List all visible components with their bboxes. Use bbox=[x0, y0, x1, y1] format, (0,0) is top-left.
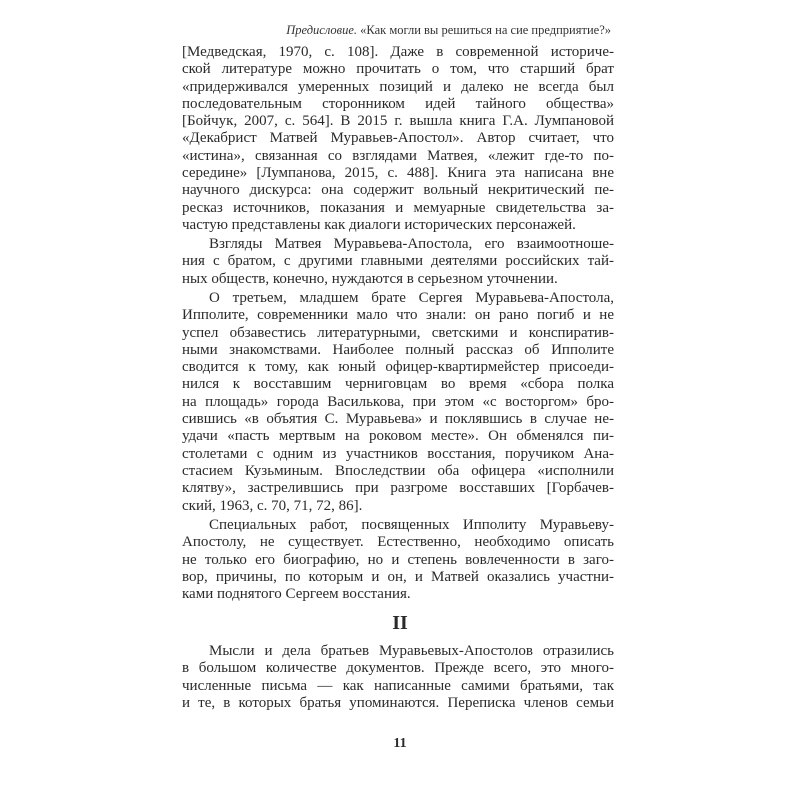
paragraph-2 bbox=[182, 236, 614, 288]
text-line: на площадь» города Василькова, при этом «с восторгом» бро- bbox=[182, 393, 614, 410]
text-line: нился к восставшим черниговцам во время «сбора полка bbox=[182, 376, 614, 393]
paragraph-5 bbox=[182, 643, 614, 712]
page-number: 11 bbox=[393, 736, 407, 751]
text-line: «истина», связанная со взглядами Матвея, «лежит где-то по- bbox=[182, 147, 614, 164]
text-line: частую представлены как диалоги исторических персонажей. bbox=[182, 216, 576, 233]
text-line: «придерживался умеренных позиций и далеко не всегда был bbox=[182, 78, 614, 95]
text-line: удачи «пасть мертвым на роковом месте». Он обменялся пи- bbox=[182, 428, 614, 445]
text-line: «Декабрист Матвей Муравьев-Апостол». Автор считает, что bbox=[182, 130, 614, 147]
running-header-section: Предисловие. bbox=[286, 23, 358, 37]
text-line: не только его биографию, но и степень вовлеченности в заго- bbox=[182, 551, 614, 568]
text-line: клятву», застрелившись при разгроме восставших [Горбачев- bbox=[182, 480, 614, 497]
text-line: численные письма — как написанные самими братьями, так bbox=[182, 677, 614, 694]
text-line: О третьем, младшем брате Сергея Муравьева-Апостола, bbox=[209, 290, 614, 306]
text-line: успел обзавестись литературными, светскими и конспиратив- bbox=[182, 324, 614, 341]
text-line: и те, в которых братья упоминаются. Переписка членов семьи bbox=[182, 694, 614, 711]
text-line: научного дискурса: она содержит вольный некритический пе- bbox=[182, 182, 614, 199]
running-header bbox=[286, 22, 611, 38]
text-line: Мысли и дела братьев Муравьевых-Апостолов отразились bbox=[209, 643, 614, 659]
text-line: ской литературе можно прочитать о том, что старший брат bbox=[182, 61, 614, 78]
text-line: ками поднятого Сергеем восстания. bbox=[182, 586, 411, 603]
section-heading: II bbox=[392, 612, 408, 634]
running-header-title: «Как могли вы решиться на сие предприятие?» bbox=[360, 23, 611, 37]
text-line: [Медведская, 1970, с. 108]. Даже в современной историче- bbox=[182, 44, 614, 60]
text-line: ными знакомствами. Наиболее полный рассказ об Ипполите bbox=[182, 341, 614, 358]
text-line: стасием Кузьминым. Впоследствии оба офицера «исполнили bbox=[182, 462, 614, 479]
paragraph-3 bbox=[182, 290, 614, 515]
text-line: последовательным сторонником идей тайного общества» bbox=[182, 95, 614, 112]
text-line: ский, 1963, с. 70, 71, 72, 86]. bbox=[182, 497, 363, 514]
text-line: сившись «в объятия С. Муравьева» и поклявшись в случае не- bbox=[182, 411, 614, 428]
text-line: Апостолу, не существует. Естественно, необходимо описать bbox=[182, 534, 614, 551]
paragraph-4 bbox=[182, 517, 614, 603]
text-line: столетами с одним из участников восстания, поручиком Ана- bbox=[182, 445, 614, 462]
text-line: Ипполите, современники мало что знали: он рано погиб и не bbox=[182, 307, 614, 324]
text-line: Взгляды Матвея Муравьева-Апостола, его взаимоотноше- bbox=[209, 236, 614, 252]
text-line: [Бойчук, 2007, с. 564]. В 2015 г. вышла книга Г.А. Лумпановой bbox=[182, 113, 614, 130]
text-line: вор, причины, по которым и он, и Матвей оказались участни- bbox=[182, 568, 614, 585]
text-line: в большом количестве документов. Прежде всего, это много- bbox=[182, 660, 614, 677]
paragraph-1 bbox=[182, 44, 614, 234]
text-line: ных обществ, конечно, нуждаются в серьезном уточнении. bbox=[182, 270, 558, 287]
text-line: Специальных работ, посвященных Ипполиту Муравьеву- bbox=[209, 517, 614, 533]
text-line: ресказ источников, показания и мемуарные свидетельства за- bbox=[182, 199, 614, 216]
text-line: середине» [Лумпанова, 2015, с. 488]. Книга эта написана вне bbox=[182, 165, 614, 182]
text-line: сводится к тому, как юный офицер-квартирмейстер присоеди- bbox=[182, 359, 614, 376]
text-line: ния с братом, с другими главными деятелями российских тай- bbox=[182, 253, 614, 270]
